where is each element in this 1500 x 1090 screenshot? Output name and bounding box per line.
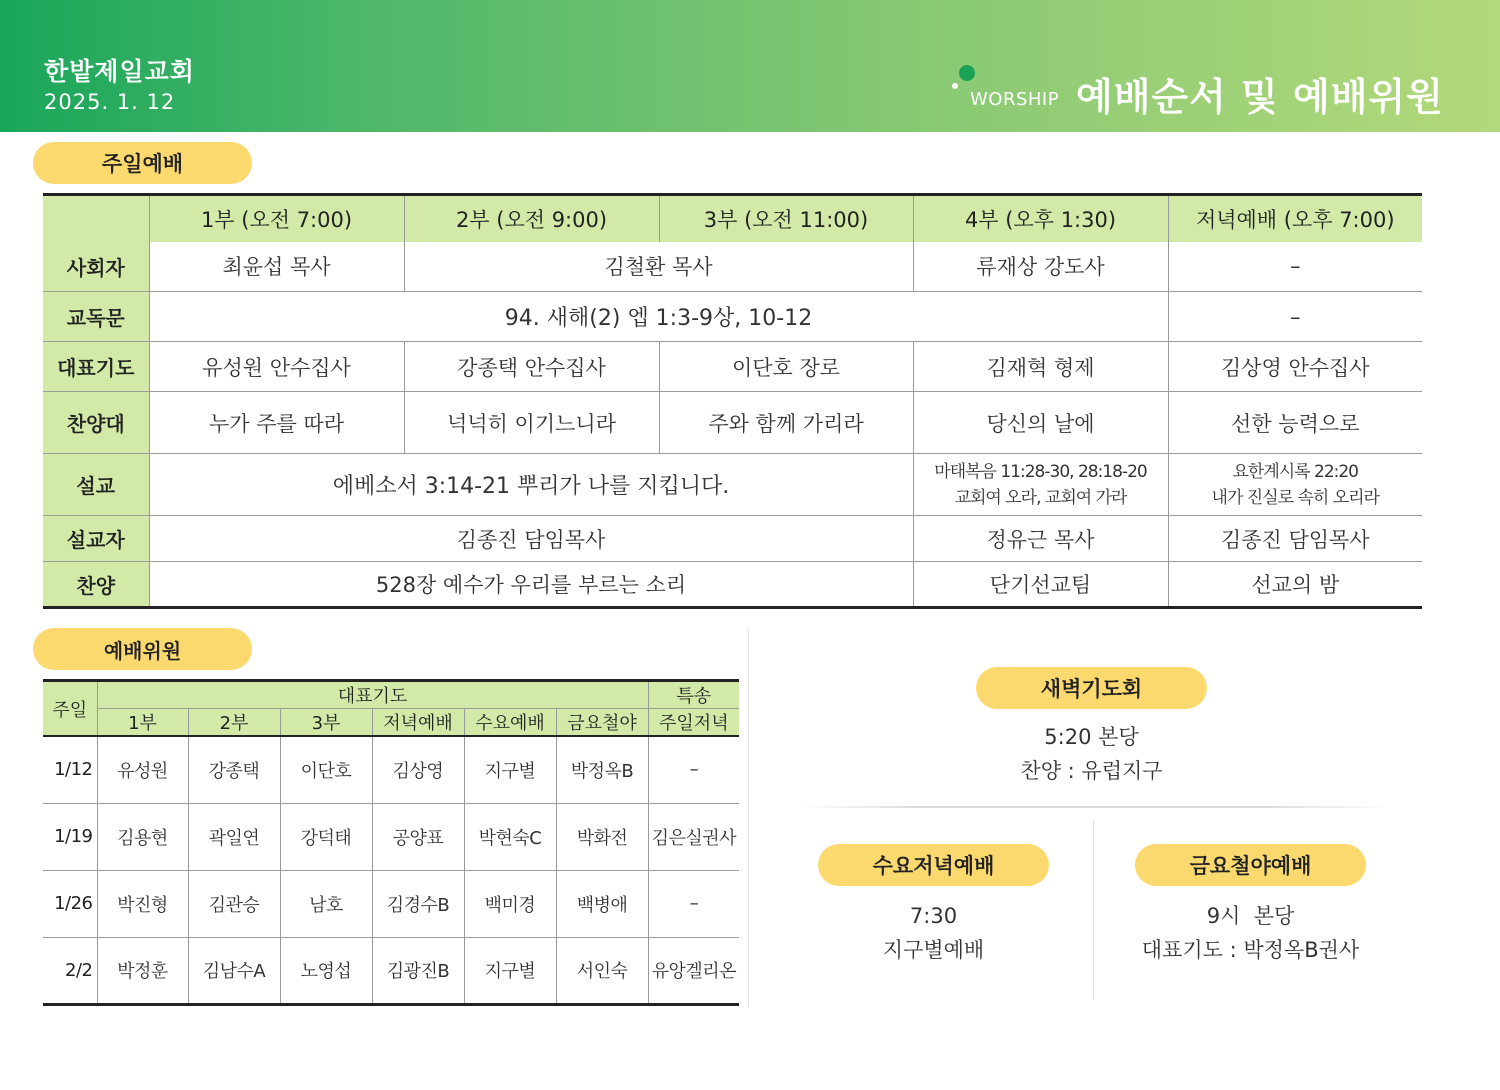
- table-cell: 최윤섭 목사: [149, 242, 404, 292]
- bulletin-date: 2025. 1. 12: [44, 90, 176, 114]
- column-header: 4부 (오후 1:30): [913, 195, 1168, 242]
- column-header: 주일저녁: [648, 709, 739, 737]
- table-cell: 강덕태: [280, 803, 372, 870]
- table-cell: 유앙겔리온: [651, 961, 737, 982]
- table-cell: 김광진B: [372, 937, 464, 1004]
- green-dot-icon: [959, 65, 975, 81]
- column-header: 1부 (오전 7:00): [149, 195, 404, 242]
- corner-cell: [43, 195, 149, 242]
- sunday-service-table: [43, 193, 1422, 609]
- sermon-text-line: 요한계시록 22:20: [1232, 461, 1358, 482]
- sunday-column-header: 주일: [43, 681, 97, 737]
- table-cell: 누가 주를 따라: [149, 392, 404, 454]
- table-cell: 지구별: [464, 937, 556, 1004]
- table-cell: 선교의 밤: [1251, 573, 1340, 597]
- column-header: 2부: [188, 709, 280, 737]
- date-cell: 1/19: [43, 803, 97, 870]
- table-cell: 김종진 담임목사: [149, 516, 913, 562]
- prayer-row: [43, 342, 1422, 392]
- column-header: 3부 (오전 11:00): [659, 195, 913, 242]
- special-group-header: 특송: [648, 681, 739, 709]
- table-cell: 김은실권사: [648, 803, 739, 870]
- page-title: 예배순서 및 예배위원: [1076, 75, 1444, 119]
- table-cell: 당신의 날에: [913, 392, 1168, 454]
- horizontal-divider: [800, 806, 1388, 808]
- table-cell: 528장 예수가 우리를 부르는 소리: [149, 562, 913, 608]
- worship-english-label: WORSHIP: [970, 89, 1060, 110]
- table-cell: [913, 454, 1168, 516]
- table-cell: –: [1168, 242, 1422, 292]
- table-cell: 지구별: [464, 736, 556, 803]
- friday-service-info: [1110, 899, 1391, 967]
- dawn-prayer-pill: 새벽기도회: [976, 667, 1207, 709]
- table-cell: 백미경: [464, 870, 556, 937]
- table-cell: 이단호: [280, 736, 372, 803]
- sermon-title-line: 교회여 오라, 교회여 가라: [954, 487, 1127, 508]
- committee-pill: 예배위원: [33, 628, 252, 670]
- table-cell: 김상영: [372, 736, 464, 803]
- service-header-row: [43, 195, 1422, 242]
- date-cell: 1/12: [43, 736, 97, 803]
- table-cell: –: [648, 736, 739, 803]
- church-name: 한밭제일교회: [44, 57, 195, 86]
- date-cell: 2/2: [43, 937, 97, 1004]
- row-label: 대표기도: [43, 342, 149, 392]
- preacher-row: [43, 516, 1422, 562]
- row-label: 찬양대: [43, 392, 149, 454]
- column-divider: [1093, 820, 1094, 1000]
- table-cell: 94. 새해(2) 엡 1:3-9상, 10-12: [149, 292, 1168, 342]
- reading-row: [43, 292, 1422, 342]
- sunday-service-pill: 주일예배: [33, 142, 252, 184]
- hymn-row: [43, 562, 1422, 608]
- table-cell: 유성원 안수집사: [149, 342, 404, 392]
- table-cell: 넉넉히 이기느니라: [404, 392, 659, 454]
- wednesday-service-info: [818, 899, 1049, 967]
- table-cell: 이단호 장로: [659, 342, 913, 392]
- table-cell: 노영섭: [280, 937, 372, 1004]
- friday-service-pill: 금요철야예배: [1135, 844, 1366, 886]
- table-cell: 선한 능력으로: [1168, 392, 1422, 454]
- sermon-row: [43, 454, 1422, 516]
- column-header: 금요철야: [556, 709, 648, 737]
- sermon-text-line: 마태복음 11:28-30, 28:18-20: [934, 461, 1147, 482]
- table-cell: 김남수A: [188, 937, 280, 1004]
- table-cell: 강종택 안수집사: [404, 342, 659, 392]
- friday-prayer: 대표기도 : 박정옥B권사: [1141, 938, 1360, 962]
- column-header: 2부 (오전 9:00): [404, 195, 659, 242]
- white-dot-icon: [952, 83, 958, 89]
- column-header: 저녁예배 (오후 7:00): [1168, 195, 1422, 242]
- row-label: 교독문: [43, 292, 149, 342]
- prayer-group-header: 대표기도: [97, 681, 648, 709]
- leader-row: [43, 242, 1422, 292]
- table-cell: 박진형: [97, 870, 188, 937]
- table-cell: –: [648, 870, 739, 937]
- dawn-time: 5:20 본당: [1044, 725, 1139, 749]
- row-label: 설교자: [43, 516, 149, 562]
- table-cell: 김철환 목사: [404, 242, 913, 292]
- table-cell: 박정훈: [97, 937, 188, 1004]
- choir-row: [43, 392, 1422, 454]
- table-cell: 에베소서 3:14-21 뿌리가 나를 지킵니다.: [149, 454, 913, 516]
- table-cell: 박화전: [556, 803, 648, 870]
- column-header: 3부: [280, 709, 372, 737]
- column-header: 수요예배: [464, 709, 556, 737]
- table-cell: 서인숙: [556, 937, 648, 1004]
- dawn-praise: 찬양 : 유럽지구: [1020, 759, 1163, 783]
- sermon-title-line: 내가 진실로 속히 오리라: [1211, 487, 1379, 508]
- friday-time: 9시 본당: [1206, 904, 1295, 928]
- wednesday-time: 7:30: [909, 904, 958, 928]
- column-header: 저녁예배: [372, 709, 464, 737]
- table-cell: 박현숙C: [464, 803, 556, 870]
- table-cell: 유성원: [97, 736, 188, 803]
- row-label: 사회자: [43, 242, 149, 292]
- table-cell: [1168, 454, 1422, 516]
- table-cell: 주와 함께 가리라: [659, 392, 913, 454]
- table-row: [43, 937, 739, 1004]
- row-label: 설교: [43, 454, 149, 516]
- committee-table: [43, 679, 739, 1006]
- table-cell: 김관승: [188, 870, 280, 937]
- row-label: 찬양: [43, 562, 149, 608]
- header-banner: [0, 0, 1500, 132]
- table-row: [43, 803, 739, 870]
- table-cell: 강종택: [188, 736, 280, 803]
- table-cell: 공양표: [372, 803, 464, 870]
- committee-column-row: [43, 709, 739, 737]
- table-cell: 김용현: [97, 803, 188, 870]
- date-cell: 1/26: [43, 870, 97, 937]
- table-cell: 곽일연: [188, 803, 280, 870]
- table-cell: 김경수B: [372, 870, 464, 937]
- table-cell: 남호: [280, 870, 372, 937]
- table-cell: 단기선교팀: [913, 562, 1168, 608]
- table-cell: 김상영 안수집사: [1168, 342, 1422, 392]
- dawn-prayer-info: [976, 720, 1207, 788]
- table-row: [43, 870, 739, 937]
- column-header: 1부: [97, 709, 188, 737]
- table-cell: 박정옥B: [556, 736, 648, 803]
- wednesday-detail: 지구별예배: [882, 938, 985, 962]
- section-divider: [748, 628, 749, 1008]
- table-cell: 김재혁 형제: [913, 342, 1168, 392]
- committee-group-row: [43, 681, 739, 709]
- table-cell: 류재상 강도사: [913, 242, 1168, 292]
- table-row: [43, 736, 739, 803]
- table-cell: 김종진 담임목사: [1168, 516, 1422, 562]
- wednesday-service-pill: 수요저녁예배: [818, 844, 1049, 886]
- table-cell: 백병애: [556, 870, 648, 937]
- table-cell: –: [1168, 292, 1422, 342]
- table-cell: 정유근 목사: [913, 516, 1168, 562]
